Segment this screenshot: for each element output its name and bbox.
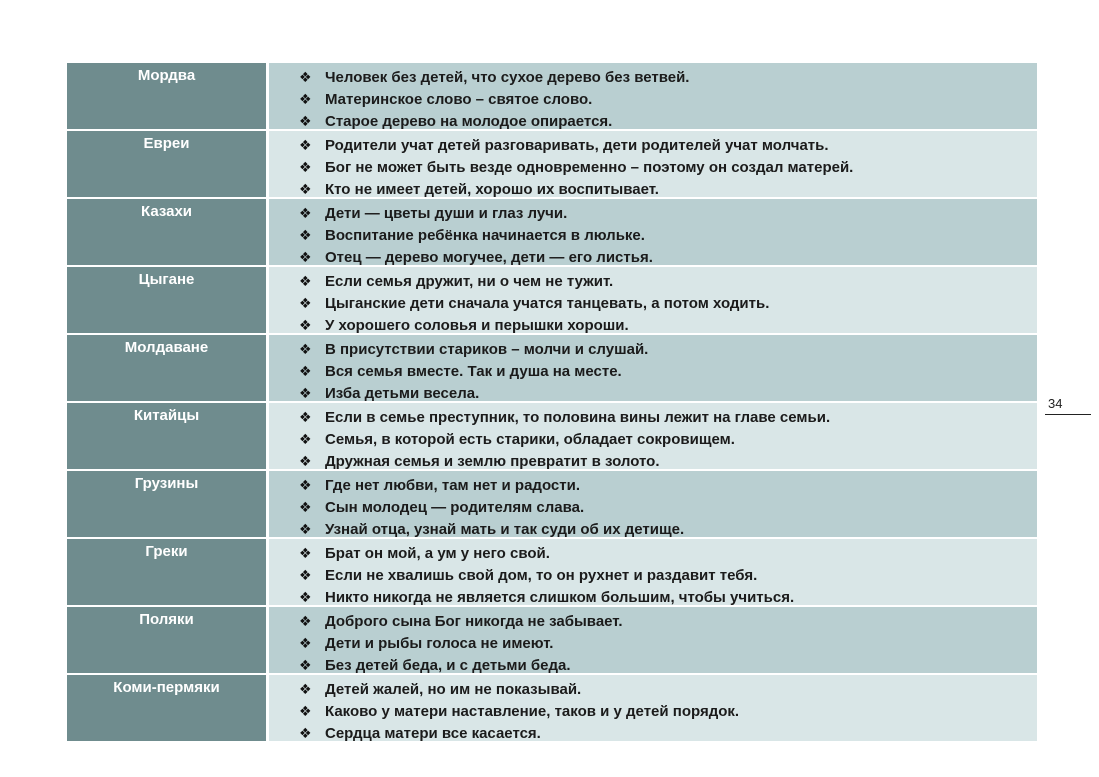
sayings-cell	[268, 266, 1038, 334]
saying-item	[299, 428, 1037, 450]
saying-item	[299, 338, 1037, 360]
saying-item	[299, 542, 1037, 564]
saying-item	[299, 722, 1037, 744]
diamond-bullet-icon: ❖	[299, 69, 312, 85]
people-name-cell: Грузины	[67, 470, 268, 538]
proverbs-table	[67, 63, 1037, 741]
saying-text: Никто никогда не является слишком большим, чтобы учиться.	[325, 589, 795, 606]
saying-text: В присутствии стариков – молчи и слушай.	[325, 341, 649, 358]
diamond-bullet-icon: ❖	[299, 589, 312, 605]
saying-text: Родители учат детей разговаривать, дети родителей учат молчать.	[325, 137, 829, 154]
people-name-cell: Казахи	[67, 198, 268, 266]
sayings-list	[269, 539, 1037, 605]
sayings-list	[269, 63, 1037, 129]
saying-text: Каково у матери наставление, таков и у детей порядок.	[325, 703, 740, 720]
people-name-cell: Евреи	[67, 130, 268, 198]
saying-item	[299, 134, 1037, 156]
saying-item	[299, 88, 1037, 110]
saying-text: Отец — дерево могучее, дети — его листья.	[325, 249, 653, 266]
saying-item	[299, 66, 1037, 88]
diamond-bullet-icon: ❖	[299, 725, 312, 741]
saying-item	[299, 700, 1037, 722]
saying-text: Семья, в которой есть старики, обладает сокровищем.	[325, 431, 735, 448]
saying-item	[299, 406, 1037, 428]
saying-item	[299, 474, 1037, 496]
saying-text: Узнай отца, узнай мать и так суди об их детище.	[325, 521, 685, 538]
diamond-bullet-icon: ❖	[299, 657, 312, 673]
people-name-cell: Коми-пермяки	[67, 674, 268, 741]
saying-item	[299, 678, 1037, 700]
diamond-bullet-icon: ❖	[299, 681, 312, 697]
diamond-bullet-icon: ❖	[299, 409, 312, 425]
page-number-rule	[1045, 414, 1091, 415]
saying-item	[299, 654, 1037, 676]
table-row	[67, 674, 1037, 741]
saying-item	[299, 110, 1037, 132]
saying-item	[299, 632, 1037, 654]
saying-text: Брат он мой, а ум у него свой.	[325, 545, 550, 562]
saying-text: Сердца матери все касается.	[325, 725, 541, 742]
saying-text: Дети и рыбы голоса не имеют.	[325, 635, 554, 652]
sayings-list	[269, 199, 1037, 265]
diamond-bullet-icon: ❖	[299, 613, 312, 629]
sayings-list	[269, 471, 1037, 537]
diamond-bullet-icon: ❖	[299, 521, 312, 537]
saying-text: Изба детьми весела.	[325, 385, 480, 402]
saying-text: Кто не имеет детей, хорошо их воспитывает.	[325, 181, 659, 198]
saying-item	[299, 314, 1037, 336]
diamond-bullet-icon: ❖	[299, 273, 312, 289]
sayings-cell	[268, 606, 1038, 674]
diamond-bullet-icon: ❖	[299, 295, 312, 311]
table-row	[67, 606, 1037, 674]
saying-item	[299, 518, 1037, 540]
people-name-cell: Цыгане	[67, 266, 268, 334]
diamond-bullet-icon: ❖	[299, 453, 312, 469]
saying-text: Дети — цветы души и глаз лучи.	[325, 205, 568, 222]
sayings-cell	[268, 674, 1038, 741]
people-name-cell: Молдаване	[67, 334, 268, 402]
saying-item	[299, 450, 1037, 472]
saying-text: Без детей беда, и с детьми беда.	[325, 657, 571, 674]
diamond-bullet-icon: ❖	[299, 431, 312, 447]
diamond-bullet-icon: ❖	[299, 385, 312, 401]
sayings-cell	[268, 402, 1038, 470]
saying-text: Дружная семья и землю превратит в золото.	[325, 453, 660, 470]
page-number: 34	[1048, 396, 1063, 411]
table-row	[67, 130, 1037, 198]
saying-text: Вся семья вместе. Так и душа на месте.	[325, 363, 622, 380]
diamond-bullet-icon: ❖	[299, 159, 312, 175]
people-name-cell: Китайцы	[67, 402, 268, 470]
table-row	[67, 63, 1037, 130]
saying-text: Старое дерево на молодое опирается.	[325, 113, 613, 130]
saying-text: Человек без детей, что сухое дерево без ветвей.	[325, 69, 690, 86]
diamond-bullet-icon: ❖	[299, 567, 312, 583]
diamond-bullet-icon: ❖	[299, 205, 312, 221]
saying-text: Материнское слово – святое слово.	[325, 91, 593, 108]
diamond-bullet-icon: ❖	[299, 113, 312, 129]
sayings-list	[269, 131, 1037, 197]
saying-text: Если в семье преступник, то половина вины лежит на главе семьи.	[325, 409, 831, 426]
saying-item	[299, 246, 1037, 268]
sayings-list	[269, 335, 1037, 401]
saying-item	[299, 496, 1037, 518]
saying-item	[299, 270, 1037, 292]
sayings-list	[269, 403, 1037, 469]
saying-item	[299, 610, 1037, 632]
saying-text: Если семья дружит, ни о чем не тужит.	[325, 273, 614, 290]
diamond-bullet-icon: ❖	[299, 499, 312, 515]
people-name-cell: Поляки	[67, 606, 268, 674]
sayings-cell	[268, 470, 1038, 538]
saying-text: Доброго сына Бог никогда не забывает.	[325, 613, 623, 630]
saying-item	[299, 224, 1037, 246]
sayings-cell	[268, 130, 1038, 198]
diamond-bullet-icon: ❖	[299, 703, 312, 719]
people-name-cell: Греки	[67, 538, 268, 606]
diamond-bullet-icon: ❖	[299, 227, 312, 243]
sayings-cell	[268, 198, 1038, 266]
sayings-list	[269, 607, 1037, 673]
diamond-bullet-icon: ❖	[299, 341, 312, 357]
table-row	[67, 470, 1037, 538]
diamond-bullet-icon: ❖	[299, 363, 312, 379]
saying-item	[299, 586, 1037, 608]
saying-item	[299, 382, 1037, 404]
table-row	[67, 402, 1037, 470]
table-row	[67, 334, 1037, 402]
table-row	[67, 538, 1037, 606]
people-name-cell: Мордва	[67, 63, 268, 130]
saying-text: Если не хвалишь свой дом, то он рухнет и раздавит тебя.	[325, 567, 758, 584]
saying-item	[299, 202, 1037, 224]
saying-item	[299, 360, 1037, 382]
sayings-cell	[268, 63, 1038, 130]
saying-text: Цыганские дети сначала учатся танцевать, а потом ходить.	[325, 295, 770, 312]
diamond-bullet-icon: ❖	[299, 545, 312, 561]
saying-text: Бог не может быть везде одновременно – поэтому он создал матерей.	[325, 159, 854, 176]
diamond-bullet-icon: ❖	[299, 91, 312, 107]
diamond-bullet-icon: ❖	[299, 181, 312, 197]
saying-item	[299, 178, 1037, 200]
diamond-bullet-icon: ❖	[299, 635, 312, 651]
saying-text: У хорошего соловья и перышки хороши.	[325, 317, 629, 334]
saying-item	[299, 292, 1037, 314]
sayings-list	[269, 267, 1037, 333]
diamond-bullet-icon: ❖	[299, 249, 312, 265]
saying-item	[299, 156, 1037, 178]
table-row	[67, 198, 1037, 266]
saying-text: Где нет любви, там нет и радости.	[325, 477, 580, 494]
sayings-list	[269, 675, 1037, 741]
sayings-cell	[268, 334, 1038, 402]
sayings-cell	[268, 538, 1038, 606]
diamond-bullet-icon: ❖	[299, 477, 312, 493]
table-row	[67, 266, 1037, 334]
saying-text: Воспитание ребёнка начинается в люльке.	[325, 227, 645, 244]
saying-text: Детей жалей, но им не показывай.	[325, 681, 582, 698]
diamond-bullet-icon: ❖	[299, 317, 312, 333]
saying-text: Сын молодец — родителям слава.	[325, 499, 585, 516]
saying-item	[299, 564, 1037, 586]
proverbs-table-body	[67, 63, 1037, 741]
diamond-bullet-icon: ❖	[299, 137, 312, 153]
